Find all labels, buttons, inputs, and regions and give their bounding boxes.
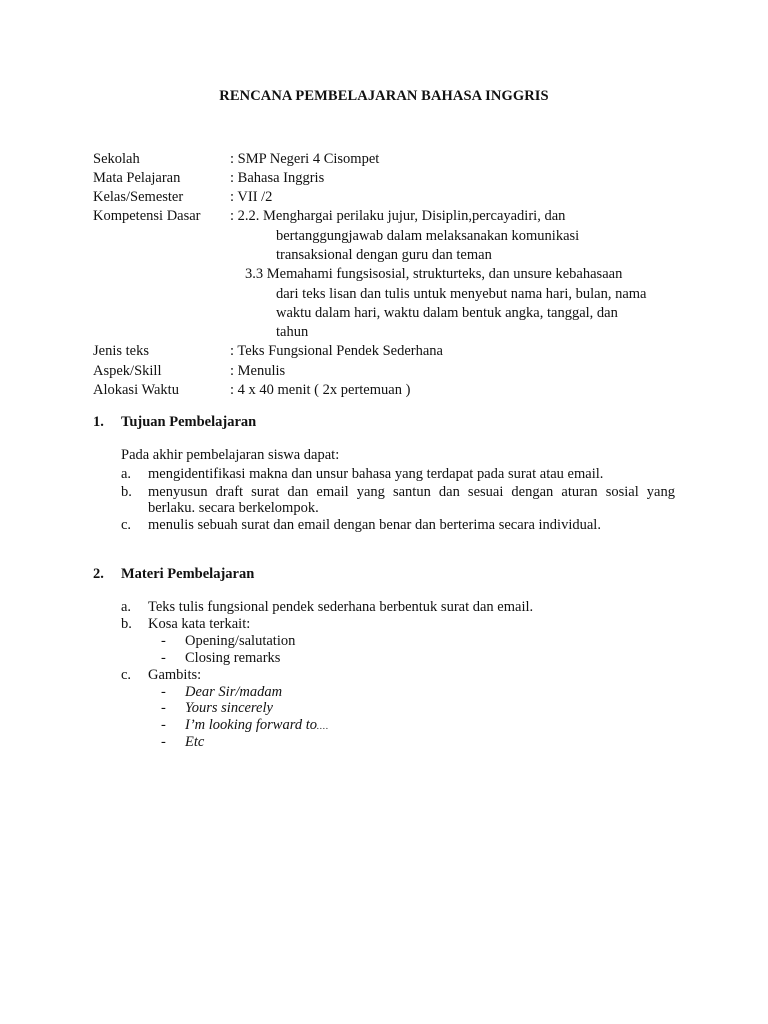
list-item: Teks tulis fungsional pendek sederhana berbentuk surat dan email.	[148, 599, 534, 615]
list-marker: b.	[121, 484, 132, 500]
list-marker: a.	[121, 466, 132, 482]
section-2-heading: Materi Pembelajaran	[121, 566, 255, 582]
list-item: Kosa kata terkait:	[148, 616, 251, 632]
document-title: RENCANA PEMBELAJARAN BAHASA INGGRIS	[219, 88, 549, 104]
label-kompetensi-dasar: Kompetensi Dasar	[93, 208, 201, 224]
list-item: menyusun draft surat dan email yang santun dan sesuai dengan aturan sosial yang	[148, 484, 675, 500]
list-item-continuation: berlaku. secara berkelompok.	[148, 500, 319, 516]
section-1-intro: Pada akhir pembelajaran siswa dapat:	[121, 447, 340, 463]
section-1-heading: Tujuan Pembelajaran	[121, 414, 257, 430]
kd-line: : 2.2. Menghargai perilaku jujur, Disiplin,percayadiri, dan	[230, 208, 566, 224]
gambit-text: I’m looking forward to	[185, 717, 317, 733]
gambit-ellipsis: ….	[316, 721, 330, 731]
sublist-item: Closing remarks	[185, 650, 281, 666]
kd-line: tahun	[276, 324, 309, 340]
label-jenis-teks: Jenis teks	[93, 343, 149, 359]
sublist-item: Opening/salutation	[185, 633, 296, 649]
dash-marker: -	[161, 650, 166, 666]
list-item: mengidentifikasi makna dan unsur bahasa yang terdapat pada surat atau email.	[148, 466, 604, 482]
value-kelas-semester: : VII /2	[230, 189, 273, 205]
label-alokasi-waktu: Alokasi Waktu	[93, 382, 179, 398]
gambit-item: Etc	[185, 734, 205, 750]
dash-marker: -	[161, 700, 166, 716]
value-sekolah: : SMP Negeri 4 Cisompet	[230, 151, 380, 167]
list-marker: b.	[121, 616, 132, 632]
kd-line: transaksional dengan guru dan teman	[276, 247, 492, 263]
dash-marker: -	[161, 734, 166, 750]
kd-line: bertanggungjawab dalam melaksanakan komunikasi	[276, 228, 580, 244]
value-mata-pelajaran: : Bahasa Inggris	[230, 170, 325, 186]
list-marker: c.	[121, 667, 132, 683]
list-item: menulis sebuah surat dan email dengan benar dan berterima secara individual.	[148, 517, 601, 533]
kd-line: dari teks lisan dan tulis untuk menyebut nama hari, bulan, nama	[276, 286, 647, 302]
kd-line: 3.3 Memahami fungsisosial, strukturteks, dan unsure kebahasaan	[245, 266, 623, 282]
label-sekolah: Sekolah	[93, 151, 140, 167]
section-2-number: 2.	[93, 566, 104, 582]
label-aspek-skill: Aspek/Skill	[93, 363, 162, 379]
value-alokasi-waktu: : 4 x 40 menit ( 2x pertemuan )	[230, 382, 411, 398]
list-marker: a.	[121, 599, 132, 615]
section-1-number: 1.	[93, 414, 104, 430]
kd-line: waktu dalam hari, waktu dalam bentuk angka, tanggal, dan	[276, 305, 618, 321]
label-mata-pelajaran: Mata Pelajaran	[93, 170, 181, 186]
label-kelas-semester: Kelas/Semester	[93, 189, 184, 205]
value-jenis-teks: : Teks Fungsional Pendek Sederhana	[230, 343, 443, 359]
value-aspek-skill: : Menulis	[230, 363, 286, 379]
dash-marker: -	[161, 717, 166, 733]
dash-marker: -	[161, 633, 166, 649]
gambit-item: Yours sincerely	[185, 700, 273, 716]
gambit-item: Dear Sir/madam	[185, 684, 283, 700]
gambit-item	[185, 716, 329, 735]
list-marker: c.	[121, 517, 132, 533]
list-item: Gambits:	[148, 667, 202, 683]
dash-marker: -	[161, 684, 166, 700]
